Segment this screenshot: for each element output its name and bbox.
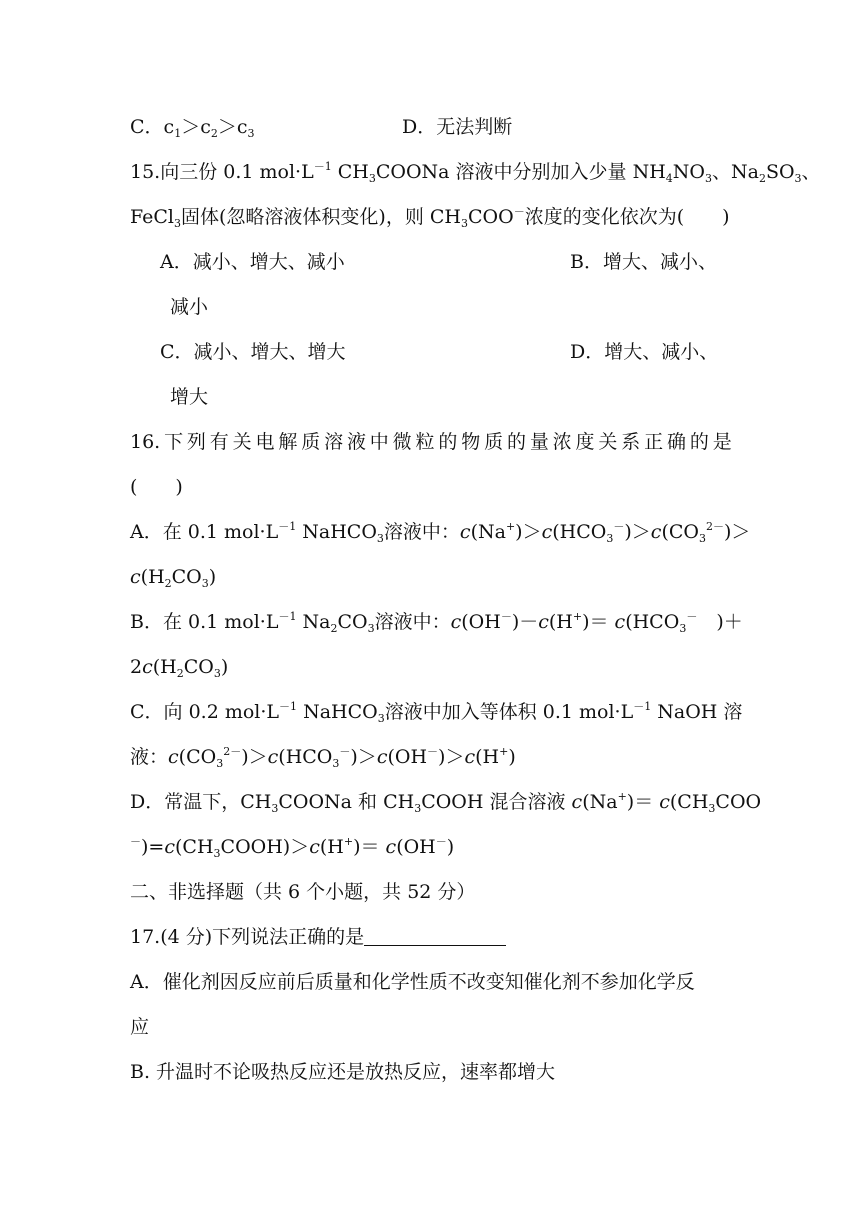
q16-option-c-cont: 液：$c(CO_3^{2-})>c(HCO_3^-)>c(OH^-)>c(H^+)$	[130, 745, 516, 770]
q14-option-c: C．$c_1>c_2>c_3$	[130, 116, 255, 140]
answer-blank[interactable]	[364, 925, 506, 946]
q14-option-d: D．无法判断	[402, 116, 513, 138]
q16-option-b: B．在 0.1 $mol\cdot L^{-1}$ $Na_2CO_3$溶液中：$c(OH^-)-c(H^+)= c(HCO_3^-$ )＋	[130, 610, 743, 635]
q15-option-a: A．减小、增大、减小	[160, 251, 345, 273]
q16-option-c: C．向 0.2 $mol\cdot L^{-1}$ NaHCO$_3$溶液中加入等体积 0.1 $mol\cdot L^{-1}$ NaOH 溶	[130, 700, 743, 725]
q16-stem: 16. 下 列 有 关 电 解 质 溶 液 中 微 粒 的 物 质 的 量 浓 度 关 系 正 确 的 是	[130, 431, 732, 453]
q15-stem-line2: FeCl$_3$固体(忽略溶液体积变化)，则 $CH_3COO^-$浓度的变化依次为( )	[130, 205, 730, 230]
q15-option-b-cont: 减小	[170, 296, 209, 318]
section2-heading: 二、非选择题（共 6 个小题，共 52 分）	[130, 881, 476, 903]
q17-option-a: A．催化剂因反应前后质量和化学性质不改变知催化剂不参加化学反	[130, 971, 695, 993]
q16-option-d: D．常温下，$CH_3COONa$ 和 $CH_3COOH$ 混合溶液 $c(Na^+)= c(CH_3COO$	[130, 790, 762, 815]
q16-option-b-cont: $2c(H_2CO_3)$	[130, 656, 229, 680]
q15-option-c: C．减小、增大、增大	[160, 341, 346, 363]
q15-option-d-cont: 增大	[170, 386, 209, 408]
q15-option-b: B．增大、减小、	[570, 251, 717, 273]
q16-stem-paren: ( )	[130, 476, 183, 498]
q17-option-a-cont: 应	[130, 1016, 150, 1038]
q16-option-d-cont: $^-)=c(CH_3COOH)>c(H^+)= c(OH^-)$	[130, 835, 455, 860]
q15-option-d: D．增大、减小、	[570, 341, 719, 363]
q16-option-a-cont: $c(H_2CO_3)$	[130, 566, 217, 590]
q15-stem-line1: 15.向三份 0.1 $mol\cdot L^{-1}$ $CH_3COONa$ 溶液中分别加入少量 $NH_4NO_3$、$Na_2SO_3$、	[130, 160, 821, 185]
q16-option-a: A．在 0.1 $mol\cdot L^{-1}$ NaHCO$_3$溶液中：$c(Na^+)>c(HCO_3^-)>c(CO_3^{2-})>$	[130, 520, 751, 545]
q17-option-b: B. 升温时不论吸热反应还是放热反应，速率都增大	[130, 1061, 556, 1083]
q17-stem: 17.(4 分)下列说法正确的是	[130, 924, 506, 950]
